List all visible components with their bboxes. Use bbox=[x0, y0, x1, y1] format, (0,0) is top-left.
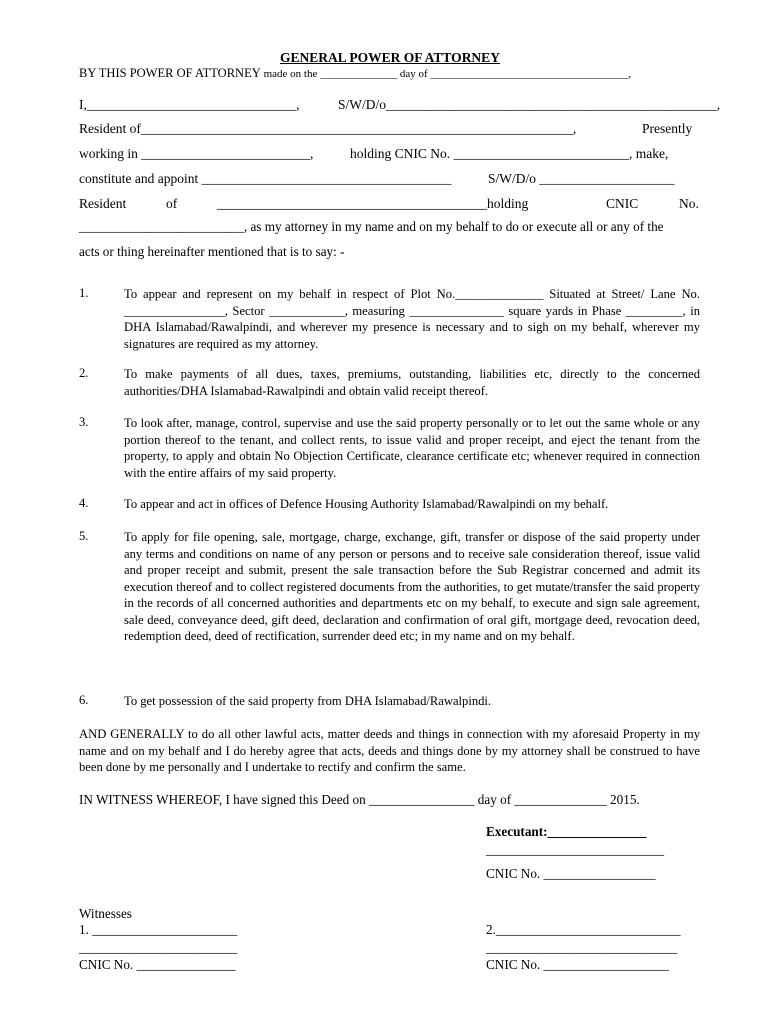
clause-3-number: 3. bbox=[79, 415, 89, 429]
intro-resident2-no: No. bbox=[679, 196, 699, 211]
intro-appointee-parent-field[interactable]: S/W/D/o ____________________ bbox=[488, 171, 675, 186]
intro-resident2-field[interactable]: ________________________________________holding bbox=[217, 196, 529, 211]
executant-signature-field[interactable]: Executant:_______________ bbox=[486, 824, 647, 839]
intro-parent-field[interactable]: S/W/D/o_________________________________________________, bbox=[338, 97, 721, 112]
witness-2-name-line[interactable]: _____________________________ bbox=[486, 940, 678, 955]
intro-resident2-of: of bbox=[166, 196, 178, 211]
intro-cnic-field[interactable]: holding CNIC No. __________________________, make, bbox=[350, 146, 669, 161]
intro-presently: Presently bbox=[642, 121, 693, 136]
intro-acts-line: acts or thing hereinafter mentioned that is to say: - bbox=[79, 244, 345, 259]
clause-5-text: To apply for file opening, sale, mortgage, charge, exchange, gift, transfer or dispose of the said property under any terms and conditions on name of any person or persons and to receive sale consideration thereof, issue valid and proper receipt and submit, present the sale transaction before the Sub Registrar concerned and admit its execution thereof and to collect registered documents from the authorities, to get mutate/transfer the said property in the records of all concerned authorities and departments etc on my behalf, to execute and sign sale agreement, sale deed, conveyance deed, gift deed, declaration and confirmation of oral gift, mortgage deed, revocation deed, redemption deed, deed of rectification, surrender deed etc; in my name and on my behalf. bbox=[124, 530, 700, 643]
witness-1-name-line[interactable]: ________________________ bbox=[79, 940, 238, 955]
intro-by-this-label: BY THIS POWER OF ATTORNEY bbox=[79, 66, 261, 80]
witness-2-signature-field[interactable]: 2.____________________________ bbox=[486, 922, 681, 937]
witness-1-cnic-field[interactable]: CNIC No. _______________ bbox=[79, 957, 236, 972]
intro-by-this bbox=[79, 66, 631, 81]
executant-cnic-field[interactable]: CNIC No. _________________ bbox=[486, 866, 656, 881]
clause-1-text: To appear and represent on my behalf in respect of Plot No.______________ Situated at Street/ Lane No. ________________, Sector ____________, measuring _______________ square yards in Phase _________, in DHA Islamabad/Rawalpindi, and wherever my presence is necessary and to sigh on my behalf, wherever my signatures are required as my attorney. bbox=[124, 287, 700, 351]
clause-3-text: To look after, manage, control, supervise and use the said property personally or to let out the same whole or any portion thereof to the tenant, and collect rents, to issue valid and proper receipt, and eject the tenant from the property, to apply and obtain No Objection Certificate, clearance certificate etc; whenever required in connection with the entire affairs of my said property. bbox=[124, 416, 700, 480]
intro-resident2-cnic: CNIC bbox=[606, 196, 639, 211]
intro-appoint-field[interactable]: constitute and appoint _____________________________________ bbox=[79, 171, 452, 186]
intro-made-on: made on the ______________ day of ____________________________________, bbox=[263, 68, 632, 80]
clause-2-number: 2. bbox=[79, 366, 89, 380]
witness-whereof-line[interactable]: IN WITNESS WHEREOF, I have signed this Deed on ________________ day of ______________ 2015. bbox=[79, 792, 640, 807]
witnesses-label: Witnesses bbox=[79, 906, 132, 921]
intro-resident-field[interactable]: Resident of________________________________________________________________, bbox=[79, 121, 577, 136]
witness-2-cnic-field[interactable]: CNIC No. ___________________ bbox=[486, 957, 669, 972]
witness-1-signature-field[interactable]: 1. ______________________ bbox=[79, 922, 238, 937]
page-title: GENERAL POWER OF ATTORNEY bbox=[280, 50, 500, 65]
executant-name-line[interactable]: ___________________________ bbox=[486, 842, 665, 857]
clause-6-number: 6. bbox=[79, 693, 89, 707]
clause-5-number: 5. bbox=[79, 529, 89, 543]
intro-working-field[interactable]: working in _________________________, bbox=[79, 146, 314, 161]
clause-4-text: To appear and act in offices of Defence Housing Authority Islamabad/Rawalpindi on my behalf. bbox=[124, 497, 609, 511]
intro-resident2-label: Resident bbox=[79, 196, 127, 211]
clause-2-text: To make payments of all dues, taxes, premiums, outstanding, liabilities etc, directly to the concerned authorities/DHA Islamabad-Rawalpindi and obtain valid receipt thereof. bbox=[124, 367, 700, 398]
intro-name-field[interactable]: I,_______________________________, bbox=[79, 97, 300, 112]
clause-6-text: To get possession of the said property from DHA Islamabad/Rawalpindi. bbox=[124, 694, 492, 708]
clause-4-number: 4. bbox=[79, 496, 89, 510]
and-generally-paragraph: AND GENERALLY to do all other lawful acts, matter deeds and things in connection with my aforesaid Property in my name and on my behalf and I do hereby agree that acts, deeds and things done by my attorney shall be construed to have been done by me personally and I undertake to rectify and confirm the same. bbox=[79, 727, 700, 774]
intro-attorney-line[interactable]: _________________________, as my attorney in my name and on my behalf to do or execute all or any of the bbox=[79, 219, 664, 234]
clause-1-number: 1. bbox=[79, 286, 89, 300]
